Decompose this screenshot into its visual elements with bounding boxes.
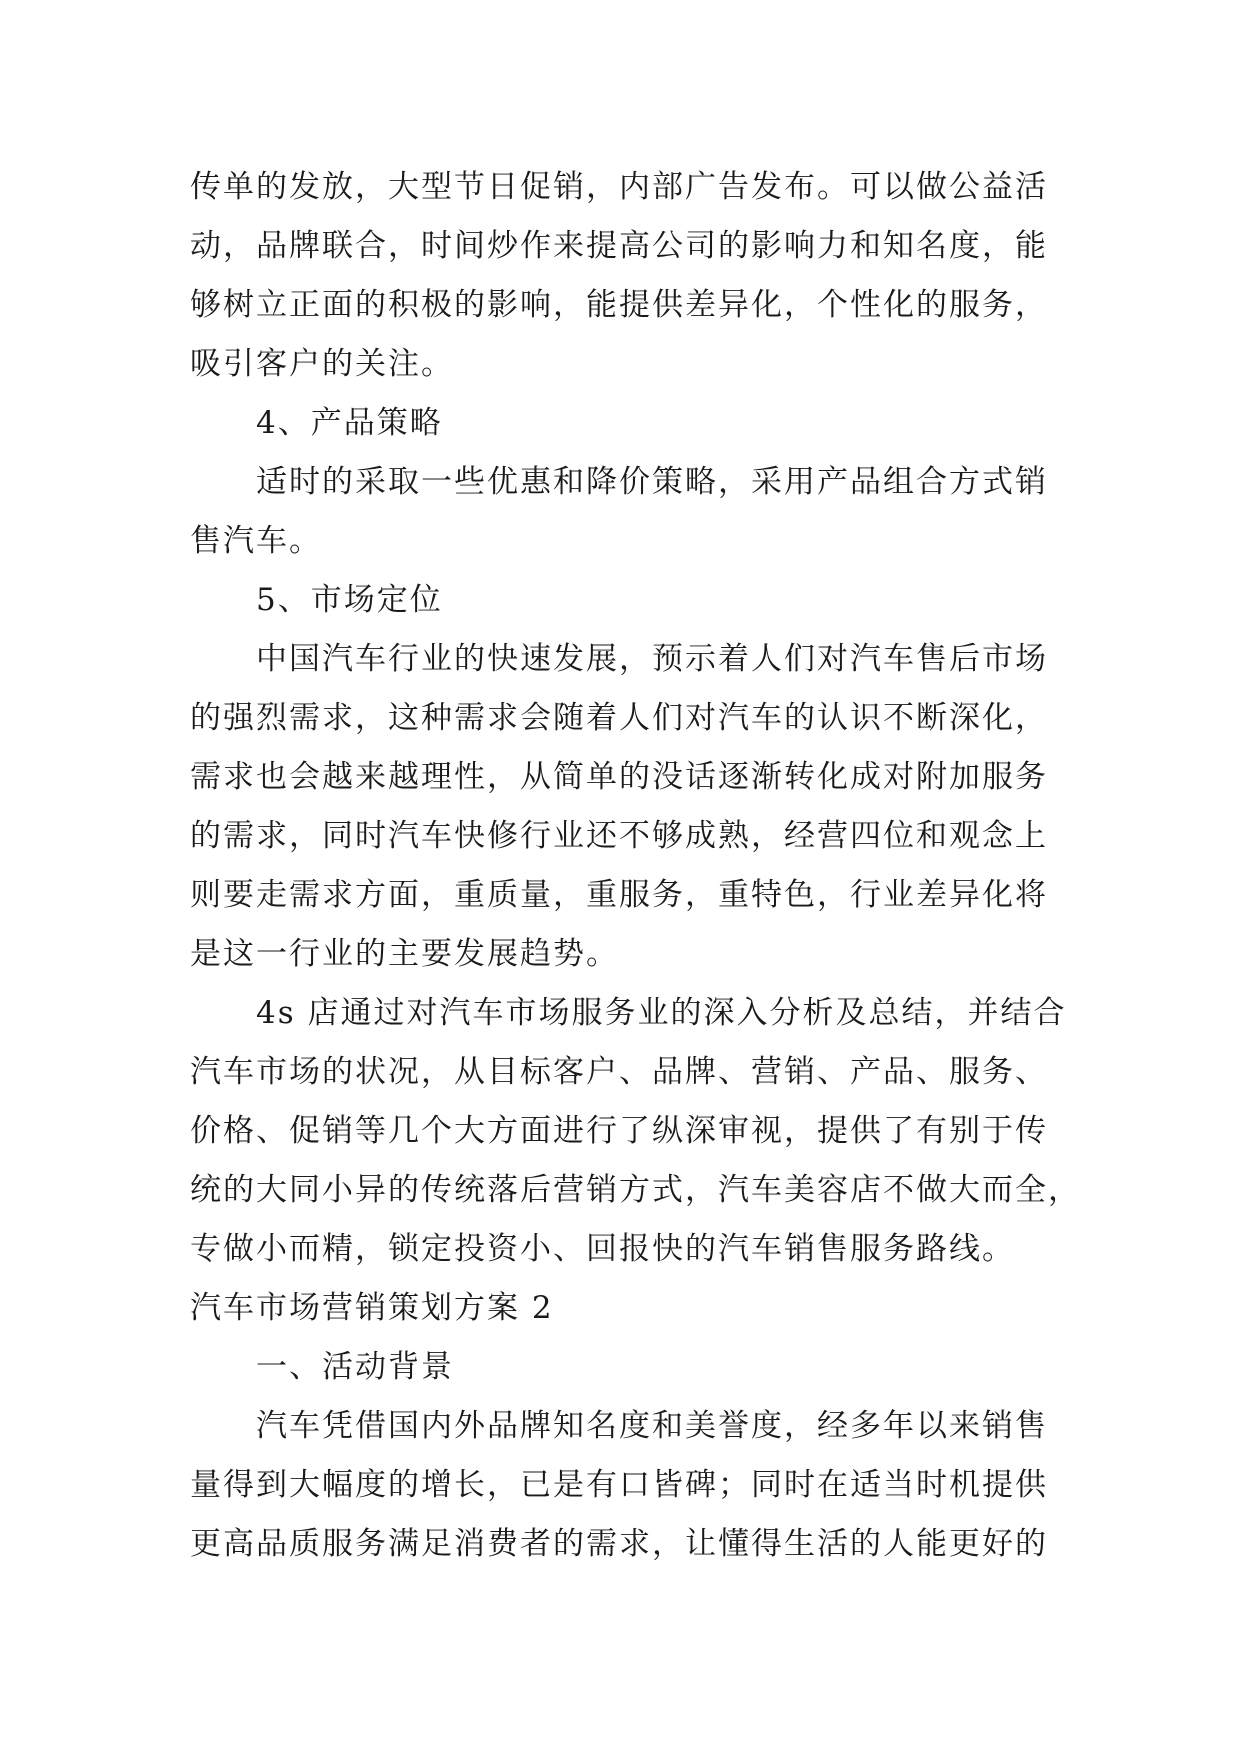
paragraph-line: 更高品质服务满足消费者的需求，让懂得生活的人能更好的 — [190, 1526, 1048, 1562]
paragraph-line: 的强烈需求，这种需求会随着人们对汽车的认识不断深化， — [190, 700, 1048, 736]
section-heading: 一、活动背景 — [256, 1349, 454, 1385]
paragraph-line: 是这一行业的主要发展趋势。 — [190, 936, 619, 972]
paragraph-line: 专做小而精，锁定投资小、回报快的汽车销售服务路线。 — [190, 1231, 1015, 1267]
paragraph-line: 适时的采取一些优惠和降价策略，采用产品组合方式销 — [256, 464, 1048, 500]
section-heading: 5、市场定位 — [256, 582, 443, 618]
paragraph-line: 汽车凭借国内外品牌知名度和美誉度，经多年以来销售 — [256, 1408, 1048, 1444]
paragraph-line: 价格、促销等几个大方面进行了纵深审视，提供了有别于传 — [190, 1113, 1048, 1149]
paragraph-line: 够树立正面的积极的影响，能提供差异化，个性化的服务， — [190, 287, 1048, 323]
paragraph-line: 需求也会越来越理性，从简单的没话逐渐转化成对附加服务 — [190, 759, 1048, 795]
paragraph-line: 4s 店通过对汽车市场服务业的深入分析及总结，并结合 — [256, 995, 1067, 1031]
paragraph-line: 传单的发放，大型节日促销，内部广告发布。可以做公益活 — [190, 169, 1048, 205]
paragraph-line: 汽车市场的状况，从目标客户、品牌、营销、产品、服务、 — [190, 1054, 1048, 1090]
paragraph-line: 的需求，同时汽车快修行业还不够成熟，经营四位和观念上 — [190, 818, 1048, 854]
paragraph-line: 吸引客户的关注。 — [190, 346, 454, 382]
paragraph-line: 统的大同小异的传统落后营销方式，汽车美容店不做大而全， — [190, 1172, 1081, 1208]
document-body — [190, 158, 1081, 1574]
paragraph-line: 中国汽车行业的快速发展，预示着人们对汽车售后市场 — [256, 641, 1048, 677]
paragraph-line: 量得到大幅度的增长，已是有口皆碑；同时在适当时机提供 — [190, 1467, 1048, 1503]
document-title: 汽车市场营销策划方案 2 — [190, 1290, 554, 1326]
paragraph-line: 则要走需求方面，重质量，重服务，重特色，行业差异化将 — [190, 877, 1048, 913]
paragraph-line: 动，品牌联合，时间炒作来提高公司的影响力和知名度，能 — [190, 228, 1048, 264]
section-heading: 4、产品策略 — [256, 405, 443, 441]
paragraph-line: 售汽车。 — [190, 523, 322, 559]
